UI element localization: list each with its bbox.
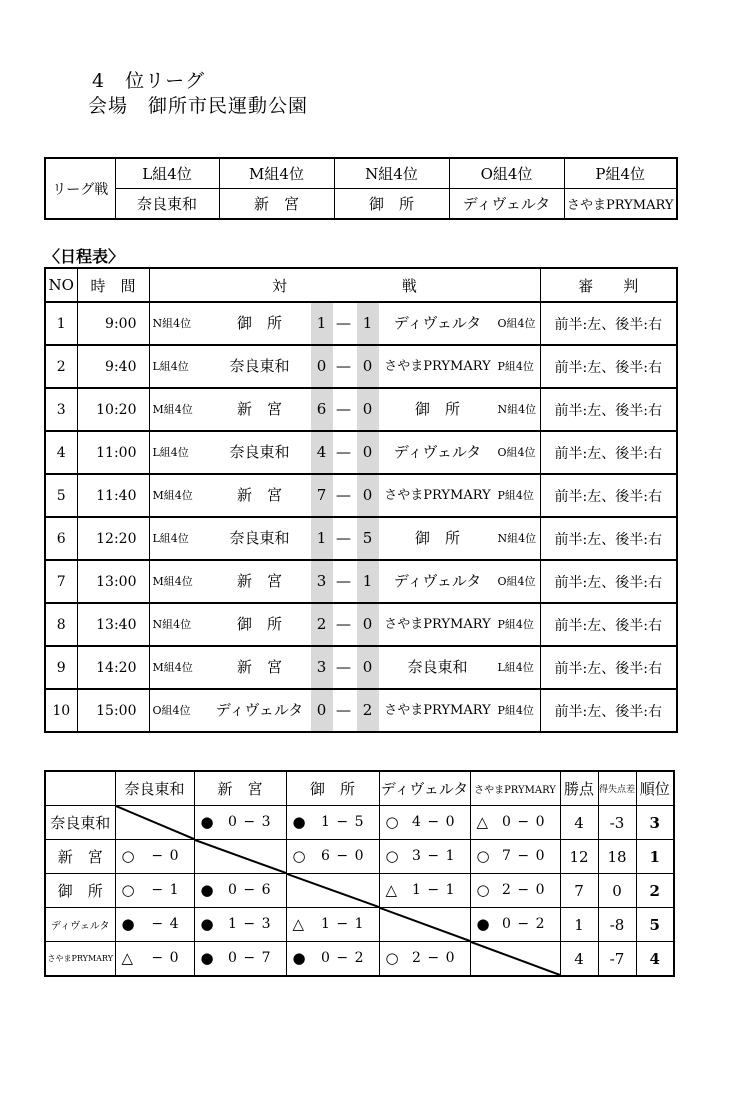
result-symbol: △ [476, 813, 489, 831]
result-score: 6 − 0 [321, 848, 365, 864]
result-cell [194, 874, 286, 908]
away-score: 0 [362, 443, 373, 461]
referee: 前半:左、後半:右 [540, 474, 677, 517]
referee: 前半:左、後半:右 [540, 689, 677, 732]
home-team: 奈良東和 [229, 443, 290, 461]
match-time: 11:40 [77, 474, 149, 517]
goal-diff-header: 得失点差 [598, 771, 636, 806]
points-header: 勝点 [560, 771, 598, 806]
points: 7 [560, 874, 598, 908]
group-team: 新 宮 [219, 189, 334, 220]
match-time: 10:20 [77, 388, 149, 431]
results-table [44, 770, 675, 977]
home-group: M組4位 [152, 661, 193, 674]
result-symbol: △ [385, 881, 398, 899]
group-header: O組4位 [449, 158, 564, 189]
group-team: さやまPRYMARY [564, 189, 677, 220]
result-cell [286, 908, 379, 942]
result-symbol: ● [200, 813, 214, 831]
away-team: ディヴェルタ [393, 443, 482, 461]
group-team: 奈良東和 [115, 189, 219, 220]
group-team: ディヴェルタ [449, 189, 564, 220]
result-symbol: ○ [476, 847, 490, 865]
rank: 2 [636, 874, 674, 908]
rank: 4 [636, 942, 674, 977]
result-score: 0 − 2 [502, 916, 546, 932]
diagonal-cell [115, 806, 194, 840]
away-score: 0 [362, 400, 373, 418]
away-team: 御 所 [414, 400, 460, 418]
referee: 前半:左、後半:右 [540, 560, 677, 603]
schedule-label: 〈日程表〉 [44, 247, 125, 266]
home-score: 3 [316, 572, 327, 590]
match-no: 6 [45, 517, 77, 560]
time-header: 時 間 [77, 268, 149, 302]
match-cell [149, 603, 540, 646]
score-dash: — [336, 529, 351, 547]
home-team: 新 宮 [236, 658, 282, 676]
result-cell [194, 942, 286, 977]
referee: 前半:左、後半:右 [540, 431, 677, 474]
group-team: 御 所 [334, 189, 449, 220]
result-cell [379, 874, 470, 908]
result-symbol: ● [200, 949, 214, 967]
result-score: 0 − 7 [228, 950, 272, 966]
diagonal-cell [286, 874, 379, 908]
venue-title: 会場 御所市民運動公園 [88, 95, 309, 117]
home-score: 0 [316, 357, 327, 375]
match-no: 2 [45, 345, 77, 388]
home-group: L組4位 [152, 446, 189, 459]
result-cell [286, 840, 379, 874]
match-time: 14:20 [77, 646, 149, 689]
result-score: 2 − 0 [502, 882, 546, 898]
away-team: ディヴェルタ [393, 314, 482, 332]
home-group: L組4位 [152, 360, 189, 373]
result-symbol: ○ [121, 881, 135, 899]
schedule-row [45, 603, 677, 646]
away-team: ディヴェルタ [393, 572, 482, 590]
home-team: 奈良東和 [229, 529, 290, 547]
diagonal-line [380, 908, 470, 941]
result-score: − 0 [151, 950, 180, 966]
home-group: N組4位 [152, 618, 192, 631]
result-score: 3 − 1 [412, 848, 456, 864]
away-score: 5 [362, 529, 373, 547]
home-score: 0 [316, 701, 327, 719]
result-cell [115, 874, 194, 908]
result-symbol: △ [121, 949, 134, 967]
referee: 前半:左、後半:右 [540, 302, 677, 345]
home-group: L組4位 [152, 532, 189, 545]
result-cell [470, 806, 560, 840]
schedule-row [45, 474, 677, 517]
referee: 前半:左、後半:右 [540, 646, 677, 689]
result-cell [470, 874, 560, 908]
group-header: P組4位 [564, 158, 677, 189]
referee: 前半:左、後半:右 [540, 388, 677, 431]
result-cell [470, 840, 560, 874]
away-score: 0 [362, 615, 373, 633]
result-score: − 0 [151, 848, 180, 864]
away-group: P組4位 [497, 360, 534, 373]
home-group: M組4位 [152, 403, 193, 416]
home-score: 1 [316, 529, 327, 547]
match-time: 9:00 [77, 302, 149, 345]
result-symbol: ● [200, 915, 214, 933]
diagonal-cell [194, 840, 286, 874]
away-team: 御 所 [414, 529, 460, 547]
result-symbol: ○ [476, 881, 490, 899]
home-score: 1 [316, 314, 327, 332]
result-symbol: △ [292, 915, 305, 933]
away-group: N組4位 [497, 403, 537, 416]
home-team: 奈良東和 [229, 357, 290, 375]
match-no: 7 [45, 560, 77, 603]
result-cell [379, 840, 470, 874]
results-row [45, 840, 674, 874]
result-cell [194, 806, 286, 840]
match-time: 15:00 [77, 689, 149, 732]
away-group: O組4位 [497, 317, 536, 330]
schedule-row [45, 517, 677, 560]
away-team: さやまPRYMARY [384, 488, 491, 503]
match-no: 5 [45, 474, 77, 517]
away-group: L組4位 [497, 661, 534, 674]
match-header-1: 対 [272, 276, 288, 295]
score-dash: — [336, 314, 351, 332]
schedule-row [45, 646, 677, 689]
away-group: P組4位 [497, 489, 534, 502]
away-score: 0 [362, 658, 373, 676]
results-row [45, 942, 674, 977]
match-cell [149, 345, 540, 388]
match-no: 4 [45, 431, 77, 474]
score-dash: — [336, 400, 351, 418]
score-dash: — [336, 572, 351, 590]
goal-diff: -7 [598, 942, 636, 977]
home-team: ディヴェルタ [215, 701, 304, 719]
match-time: 9:40 [77, 345, 149, 388]
result-cell [115, 840, 194, 874]
match-header [149, 268, 540, 302]
match-cell [149, 388, 540, 431]
result-score: 1 − 1 [321, 916, 365, 932]
results-col-header: さやまPRYMARY [470, 771, 560, 806]
result-symbol: ● [200, 881, 214, 899]
away-score: 2 [362, 701, 373, 719]
away-score: 0 [362, 357, 373, 375]
points: 1 [560, 908, 598, 942]
results-col-header: 御 所 [286, 771, 379, 806]
match-cell [149, 431, 540, 474]
referee: 前半:左、後半:右 [540, 603, 677, 646]
result-score: 4 − 0 [412, 814, 456, 830]
result-symbol: ● [292, 949, 306, 967]
result-score: 1 − 1 [412, 882, 456, 898]
result-symbol: ● [476, 915, 490, 933]
home-score: 7 [316, 486, 327, 504]
result-cell [286, 806, 379, 840]
match-no: 9 [45, 646, 77, 689]
away-score: 1 [362, 572, 373, 590]
group-header: L組4位 [115, 158, 219, 189]
score-dash: — [336, 658, 351, 676]
results-row [45, 806, 674, 840]
schedule-row [45, 689, 677, 732]
results-row [45, 874, 674, 908]
home-team: 御 所 [236, 615, 282, 633]
results-team-name: さやまPRYMARY [45, 942, 115, 977]
away-group: P組4位 [497, 704, 534, 717]
results-row [45, 908, 674, 942]
results-col-header: 新 宮 [194, 771, 286, 806]
diagonal-line [195, 840, 286, 873]
result-score: 7 − 0 [502, 848, 546, 864]
rank: 3 [636, 806, 674, 840]
referee: 前半:左、後半:右 [540, 517, 677, 560]
goal-diff: 0 [598, 874, 636, 908]
away-team: さやまPRYMARY [384, 359, 491, 374]
goal-diff: -3 [598, 806, 636, 840]
schedule-table [44, 267, 678, 733]
result-cell [194, 908, 286, 942]
result-cell [379, 942, 470, 977]
result-symbol: ○ [385, 847, 399, 865]
away-score: 1 [362, 314, 373, 332]
home-group: N組4位 [152, 317, 192, 330]
league-label: リーグ戦 [45, 158, 115, 219]
away-team: 奈良東和 [407, 658, 468, 676]
group-header: N組4位 [334, 158, 449, 189]
match-time: 13:00 [77, 560, 149, 603]
result-symbol: ○ [121, 847, 135, 865]
no-header: NO [45, 268, 77, 302]
match-no: 8 [45, 603, 77, 646]
points: 4 [560, 806, 598, 840]
match-header-2: 戦 [401, 276, 417, 295]
goal-diff: -8 [598, 908, 636, 942]
schedule-row [45, 345, 677, 388]
results-team-name: ディヴェルタ [45, 908, 115, 942]
diagonal-line [471, 942, 560, 975]
match-no: 3 [45, 388, 77, 431]
diagonal-line [116, 806, 194, 839]
score-dash: — [336, 615, 351, 633]
result-score: 2 − 0 [412, 950, 456, 966]
schedule-row [45, 388, 677, 431]
match-time: 12:20 [77, 517, 149, 560]
result-score: 1 − 5 [321, 814, 365, 830]
home-group: O組4位 [152, 704, 191, 717]
results-col-header: ディヴェルタ [379, 771, 470, 806]
away-group: O組4位 [497, 575, 536, 588]
score-dash: — [336, 486, 351, 504]
result-score: 0 − 2 [321, 950, 365, 966]
match-time: 11:00 [77, 431, 149, 474]
points: 4 [560, 942, 598, 977]
league-table [44, 157, 678, 220]
home-score: 6 [316, 400, 327, 418]
points: 12 [560, 840, 598, 874]
results-corner [45, 771, 115, 806]
diagonal-line [287, 874, 379, 907]
home-team: 新 宮 [236, 572, 282, 590]
rank: 5 [636, 908, 674, 942]
result-cell [379, 806, 470, 840]
goal-diff: 18 [598, 840, 636, 874]
score-dash: — [336, 443, 351, 461]
results-team-name: 御 所 [45, 874, 115, 908]
match-cell [149, 689, 540, 732]
rank-header: 順位 [636, 771, 674, 806]
league-title: 4 位リーグ [92, 70, 206, 92]
results-team-name: 奈良東和 [45, 806, 115, 840]
away-group: N組4位 [497, 532, 537, 545]
result-score: 1 − 3 [228, 916, 272, 932]
result-cell [286, 942, 379, 977]
match-cell [149, 517, 540, 560]
match-no: 10 [45, 689, 77, 732]
diagonal-cell [470, 942, 560, 977]
diagonal-cell [379, 908, 470, 942]
match-cell [149, 560, 540, 603]
match-time: 13:40 [77, 603, 149, 646]
results-col-header: 奈良東和 [115, 771, 194, 806]
result-cell [470, 908, 560, 942]
match-no: 1 [45, 302, 77, 345]
result-score: − 4 [151, 916, 180, 932]
home-score: 3 [316, 658, 327, 676]
away-group: P組4位 [497, 618, 534, 631]
away-team: さやまPRYMARY [384, 703, 491, 718]
result-cell [115, 908, 194, 942]
referee-header: 審 判 [540, 268, 677, 302]
result-symbol: ○ [292, 847, 306, 865]
home-score: 2 [316, 615, 327, 633]
schedule-row [45, 302, 677, 345]
score-dash: — [336, 357, 351, 375]
home-group: M組4位 [152, 489, 193, 502]
home-team: 新 宮 [236, 486, 282, 504]
result-score: 0 − 6 [228, 882, 272, 898]
result-score: − 1 [151, 882, 180, 898]
result-symbol: ○ [385, 949, 399, 967]
match-cell [149, 302, 540, 345]
match-cell [149, 646, 540, 689]
schedule-row [45, 431, 677, 474]
home-team: 御 所 [236, 314, 282, 332]
result-symbol: ● [292, 813, 306, 831]
match-cell [149, 474, 540, 517]
rank: 1 [636, 840, 674, 874]
away-group: O組4位 [497, 446, 536, 459]
referee: 前半:左、後半:右 [540, 345, 677, 388]
home-team: 新 宮 [236, 400, 282, 418]
score-dash: — [336, 701, 351, 719]
away-score: 0 [362, 486, 373, 504]
group-header: M組4位 [219, 158, 334, 189]
home-score: 4 [316, 443, 327, 461]
result-symbol: ○ [385, 813, 399, 831]
schedule-row [45, 560, 677, 603]
away-team: さやまPRYMARY [384, 617, 491, 632]
result-symbol: ● [121, 915, 135, 933]
results-team-name: 新 宮 [45, 840, 115, 874]
home-group: M組4位 [152, 575, 193, 588]
result-score: 0 − 0 [502, 814, 546, 830]
result-cell [115, 942, 194, 977]
result-score: 0 − 3 [228, 814, 272, 830]
